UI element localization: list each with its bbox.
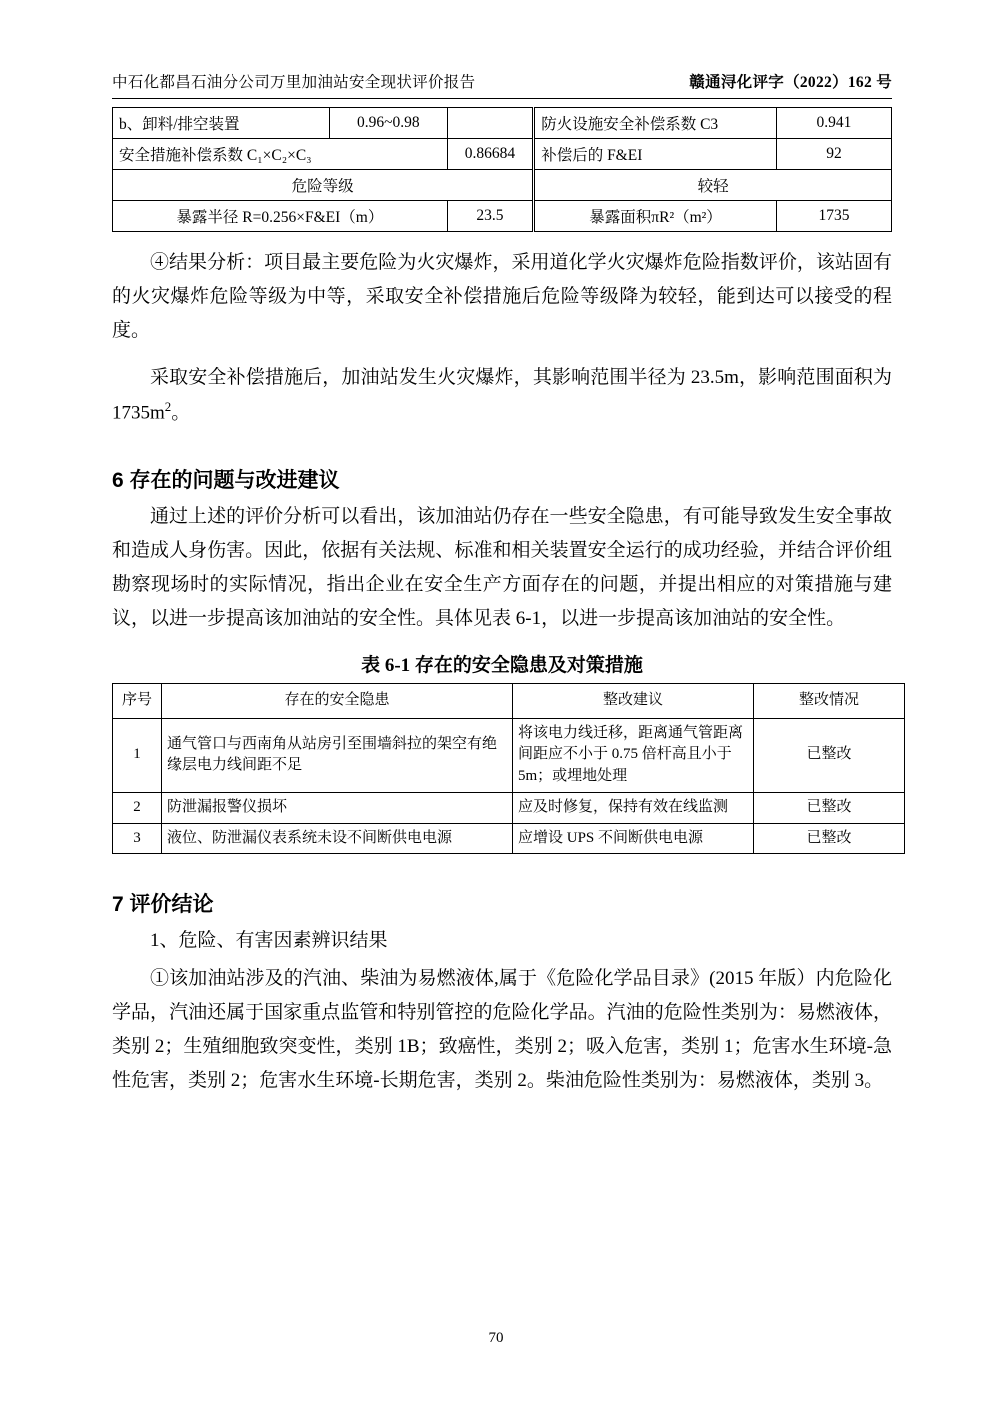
- page-content: [112, 70, 892, 1097]
- cell-fire-factor-value: 0.941: [776, 108, 891, 139]
- cell-unloading-device: b、卸料/排空装置: [113, 108, 330, 139]
- table-row: [113, 718, 905, 792]
- cell-hazard-level-value: 较轻: [534, 170, 892, 201]
- row1-status: 已整改: [754, 718, 905, 792]
- table-row: [113, 108, 892, 139]
- paragraph-section7-body1: ①该加油站涉及的汽油、柴油为易燃液体,属于《危险化学品目录》(2015 年版）内危险化学品，汽油还属于国家重点监管和特别管控的危险化学品。汽油的危险性类别为：易燃液体，类别 2；生殖细胞致突变性，类别 1B；致癌性，类别 2；吸入危害，类别 1；危害水生环境-急性危害，类别 2；危害水生环境-长期危害，类别 2。柴油危险性类别为：易燃液体，类别 3。: [112, 968, 892, 1091]
- row1-risk: 通气管口与西南角从站房引至围墙斜拉的架空有绝缘层电力线间距不足: [162, 718, 513, 792]
- cell-exposure-radius-value: 23.5: [447, 201, 533, 232]
- analysis-paragraph-block: [112, 246, 892, 347]
- row3-status: 已整改: [754, 823, 905, 854]
- cell-fei-value: 92: [776, 139, 891, 170]
- paragraph-section6-body: 通过上述的评价分析可以看出，该加油站仍存在一些安全隐患，有可能导致发生安全事故和造成人身伤害。因此，依据有关法规、标准和相关装置安全运行的成功经验，并结合评价组勘察现场时的实际情况，指出企业在安全生产方面存在的问题，并提出相应的对策措施与建议，以进一步提高该加油站的安全性。具体见表 6-1，以进一步提高该加油站的安全性。: [112, 506, 892, 629]
- header-title-left: 中石化都昌石油分公司万里加油站安全现状评价报告: [112, 74, 476, 91]
- table-row: [113, 823, 905, 854]
- impact-paragraph-block: [112, 361, 892, 430]
- compensation-table: [112, 107, 892, 232]
- cell-fei-label: 补偿后的 F&EI: [534, 139, 777, 170]
- header-status: 整改情况: [754, 683, 905, 718]
- table-header-row: [113, 683, 905, 718]
- section-heading-7: 7 评价结论: [112, 893, 214, 917]
- row2-status: 已整改: [754, 792, 905, 823]
- table-row: [113, 201, 892, 232]
- impact-text-b: 。: [171, 402, 191, 424]
- table-row: [113, 139, 892, 170]
- row2-risk: 防泄漏报警仪损坏: [162, 792, 513, 823]
- table-row: [113, 792, 905, 823]
- cell-safety-factor-label: 安全措施补偿系数 C₁×C₂×C₃: [113, 139, 448, 170]
- paragraph-impact-range: [112, 361, 892, 430]
- impact-superscript: 2: [164, 399, 172, 415]
- row3-advice: 应增设 UPS 不间断供电电源: [513, 823, 754, 854]
- cell-exposure-area-label: 暴露面积πR²（m²）: [534, 201, 777, 232]
- header-risk: 存在的安全隐患: [162, 683, 513, 718]
- row1-advice: 将该电力线迁移，距离通气管距离间距应不小于 0.75 倍杆高且小于 5m；或埋地处理: [513, 718, 754, 792]
- page-header: [112, 70, 892, 99]
- row2-advice: 应及时修复，保持有效在线监测: [513, 792, 754, 823]
- header-no: 序号: [113, 683, 162, 718]
- impact-text-a: 采取安全补偿措施后，加油站发生火灾爆炸，其影响范围半径为 23.5m，影响范围面积为 1735m: [112, 367, 892, 424]
- header-advice: 整改建议: [513, 683, 754, 718]
- cell-empty-1: [447, 108, 533, 139]
- paragraph-section7-sub1: 1、危险、有害因素辨识结果: [150, 930, 388, 952]
- row3-risk: 液位、防泄漏仪表系统未设不间断供电电源: [162, 823, 513, 854]
- cell-safety-factor-value: 0.86684: [447, 139, 533, 170]
- paragraph-result-analysis: ④结果分析：项目最主要危险为火灾爆炸，采用道化学火灾爆炸危险指数评价，该站固有的火灾爆炸危险等级为中等，采取安全补偿措施后危险等级降为较轻，能到达可以接受的程度。: [112, 252, 892, 341]
- header-report-number: 赣通浔化评字（2022）162 号: [689, 74, 892, 91]
- table61-caption: 表 6-1 存在的安全隐患及对策措施: [361, 654, 643, 676]
- cell-unloading-value: 0.96~0.98: [329, 108, 447, 139]
- cell-exposure-area-value: 1735: [776, 201, 891, 232]
- cell-exposure-radius-label: 暴露半径 R=0.256×F&EI（m）: [113, 201, 448, 232]
- row1-no: 1: [113, 718, 162, 792]
- section-heading-6: 6 存在的问题与改进建议: [112, 469, 340, 493]
- hazard-measures-table: [112, 683, 905, 855]
- row3-no: 3: [113, 823, 162, 854]
- row2-no: 2: [113, 792, 162, 823]
- page-number: 70: [488, 1330, 504, 1346]
- cell-fire-factor-label: 防火设施安全补偿系数 C3: [534, 108, 777, 139]
- table-row: [113, 170, 892, 201]
- cell-hazard-level-label: 危险等级: [113, 170, 534, 201]
